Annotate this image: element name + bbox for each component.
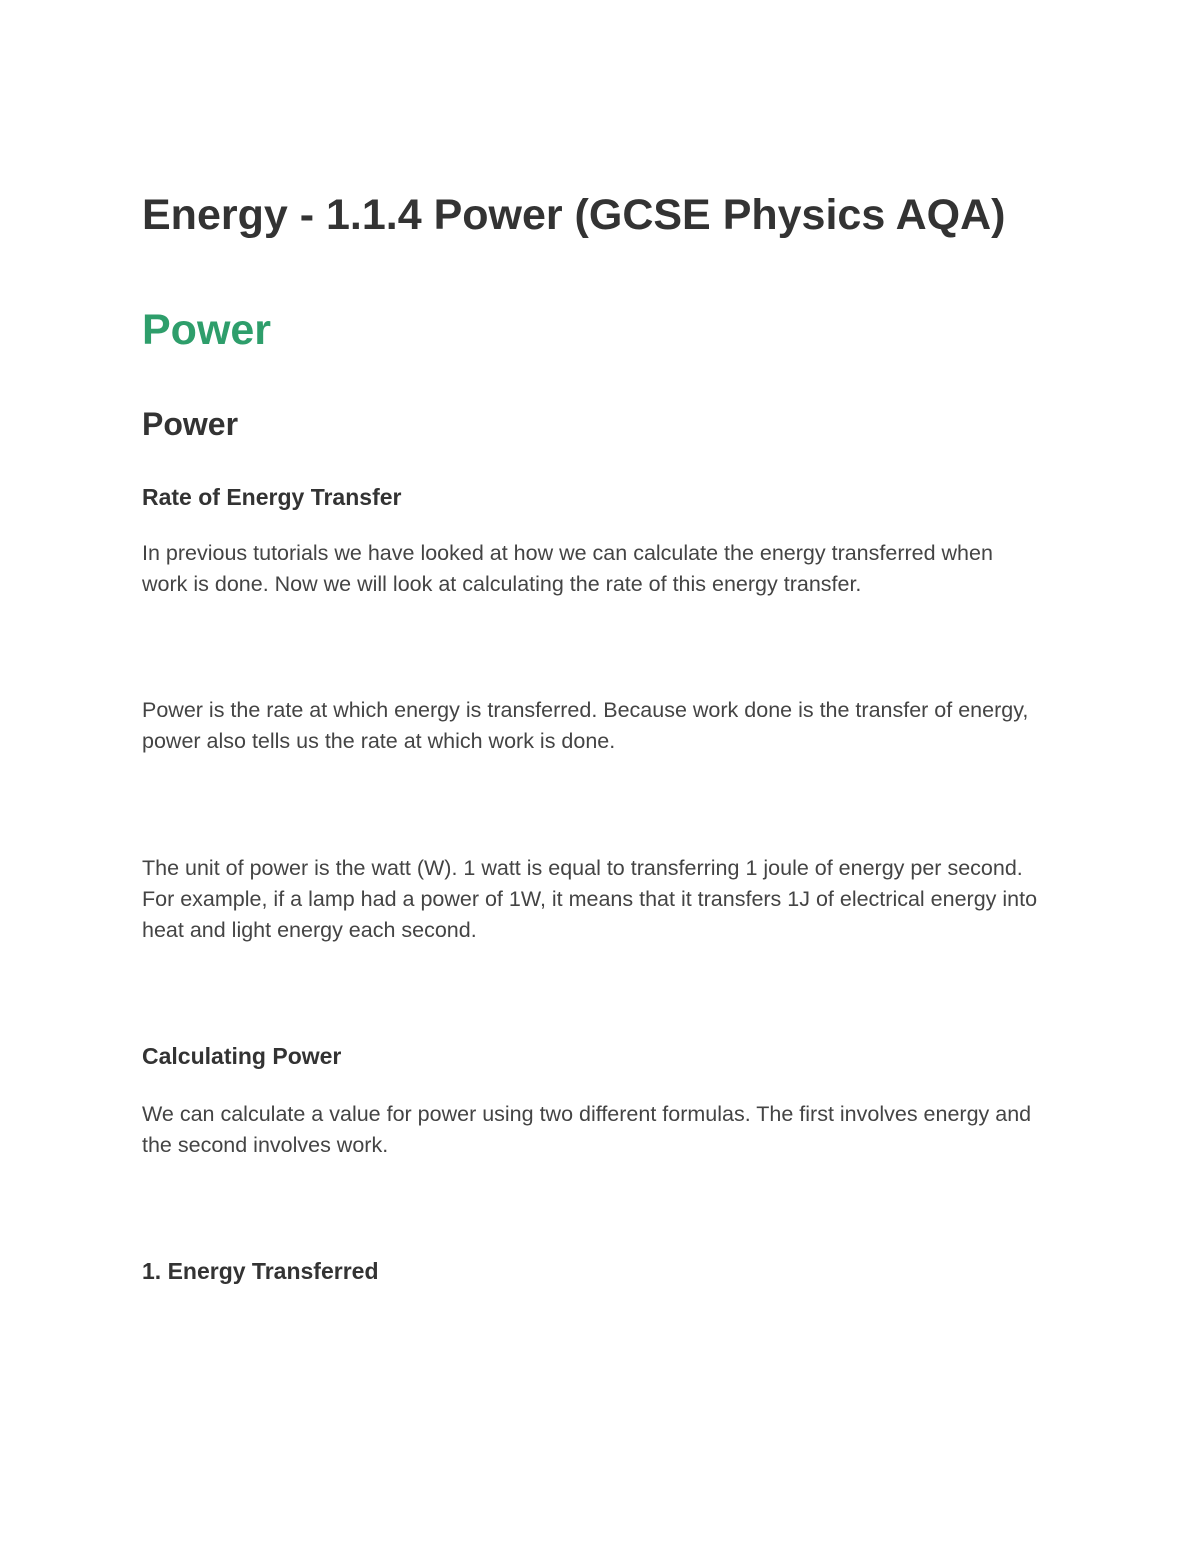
calculating-power-heading: Calculating Power xyxy=(142,1043,342,1069)
paragraph-previous-tutorials: In previous tutorials we have looked at how we can calculate the energy transferred when work is done. Now we will look at calculating the rate of this energy transfer. xyxy=(142,541,993,596)
rate-of-energy-transfer-heading: Rate of Energy Transfer xyxy=(142,484,402,510)
paragraph-power-definition: Power is the rate at which energy is transferred. Because work done is the transfer of energy, power also tells us the rate at which work is done. xyxy=(142,698,1029,753)
paragraph-unit-of-power: The unit of power is the watt (W). 1 watt is equal to transferring 1 joule of energy per second. For example, if a lamp had a power of 1W, it means that it transfers 1J of electrical energy into heat and light energy each second. xyxy=(142,856,1038,942)
paragraph-two-formulas: We can calculate a value for power using two different formulas. The first involves energy and the second involves work. xyxy=(142,1102,1032,1157)
document-title: Energy - 1.1.4 Power (GCSE Physics AQA) xyxy=(142,191,1006,239)
sub-title: Power xyxy=(142,406,239,442)
section-title: Power xyxy=(142,306,272,354)
energy-transferred-heading: 1. Energy Transferred xyxy=(142,1258,379,1284)
